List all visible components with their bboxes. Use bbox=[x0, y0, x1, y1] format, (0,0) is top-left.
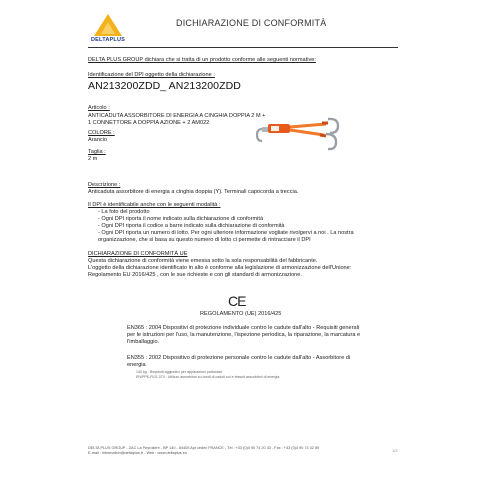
regulation-label: REGOLAMENTO (UE) 2016/425 bbox=[200, 311, 282, 317]
traceability-item: organizzazione, che si basa su questo numero di lotto ci permette di rintracciare il DPI bbox=[98, 237, 311, 243]
product-reference: AN213200ZDD_ AN213200ZDD bbox=[88, 80, 241, 92]
standard-en355-line2: energia bbox=[127, 362, 146, 368]
traceability-label: Il DPI è identificabile anche con le seguenti modalità : bbox=[88, 202, 221, 208]
traceability-item: - Ogni DPI riporta il codice a barre indicato sulla dichiarazione di conformità bbox=[98, 223, 285, 229]
article-text-line2: 1 CONNETTORE A DOPPIA AZIONE + 2 AM022 bbox=[88, 120, 210, 126]
identification-label: Identificazione del DPI oggetto della dichiarazione : bbox=[88, 72, 215, 78]
footer bbox=[88, 446, 319, 456]
intro-text: DELTA PLUS GROUP dichiara che si tratta di un prodotto conforme alle seguenti normative: bbox=[88, 57, 316, 63]
header-divider bbox=[88, 47, 398, 48]
size-value: 2 m bbox=[88, 156, 98, 162]
page-number: 1/2 bbox=[392, 448, 398, 453]
standard-en365-line1: EN365 : 2004 Dispositivi di protezione individuale contro le cadute dall'alto - Requisiti generali bbox=[127, 325, 360, 331]
description-text: Anticaduta assorbitore di energia a cinghia doppia (Y). Terminali capocorda a treccia. bbox=[88, 189, 299, 195]
standard-en365-line2: per le istruzioni per l'uso, la manutenzione, l'ispezione periodica, la riparazione, la marcatura e bbox=[127, 332, 361, 338]
description-label: Descrizione : bbox=[88, 182, 121, 188]
color-value: Arancio bbox=[88, 137, 107, 143]
standard-en365-line3: l'imballaggio. bbox=[127, 339, 160, 345]
ue-declaration-label: DICHIARAZIONE DI CONFORMITÀ UE bbox=[88, 251, 188, 257]
standard-en355-line1: EN355 : 2002 Dispositivo di protezione personale contro le cadute dall'alto - Assorbitore di bbox=[127, 355, 351, 361]
traceability-item: - La foto del prodotto bbox=[98, 209, 150, 215]
delta-triangle-icon bbox=[88, 12, 128, 38]
page-title: DICHIARAZIONE DI CONFORMITÀ bbox=[176, 18, 327, 28]
standard-en355-sub2: EN/PPE-R/11.074 : Utilizzo assorbitori su bordi di caduti sui e tessuti assorbitori di energia bbox=[136, 375, 280, 379]
traceability-item: - Ogni DPI riporta un numero di lotto. Per ogni ulteriore informazione vogliate rivolgervi a noi . La nostra bbox=[98, 230, 354, 236]
standard-en355-sub1: 140 kg : Requisiti aggiuntivi per applicazioni particolari bbox=[136, 370, 223, 374]
ue-line2: L'oggetto della dichiarazione identificato in alto è conforme alla legislazione di armonizzazione dell'Unione: bbox=[88, 265, 352, 271]
color-label: COLORE : bbox=[88, 130, 115, 136]
size-label: Taglia : bbox=[88, 149, 106, 155]
deltaplus-logo bbox=[88, 12, 128, 48]
article-label: Articolo : bbox=[88, 105, 110, 111]
footer-address: DELTA PLUS GROUP - ZAC La Peyrolière - BP 140 - 84405 Apt cedex FRANCE - Tél : +33 (0)4 90 74 20 33 - Fax : +33 (0)4 90 74 32 59 bbox=[88, 446, 320, 450]
ue-line1: Questa dichiarazione di conformità viene emessa sotto la sola responsabilità del fabbricante. bbox=[88, 258, 318, 264]
traceability-item: - Ogni DPI riporta il nome indicato sulla dichiarazione di conformità bbox=[98, 216, 264, 222]
footer-contact: E-mail : information@deltaplus.fr - Web : www.deltaplus.eu bbox=[88, 451, 187, 455]
product-photo bbox=[256, 115, 344, 170]
ue-line3: Regolamento EU 2016/425 , con le sue richieste e con gli standard di armonizzazione. bbox=[88, 272, 302, 278]
logo-text: DELTAPLUS bbox=[91, 37, 125, 43]
article-text-line1: ANTICADUTA ASSORBITORE DI ENERGIA A CINGHIA DOPPIA 2 M + bbox=[88, 113, 266, 119]
ce-mark: CE bbox=[228, 293, 246, 309]
